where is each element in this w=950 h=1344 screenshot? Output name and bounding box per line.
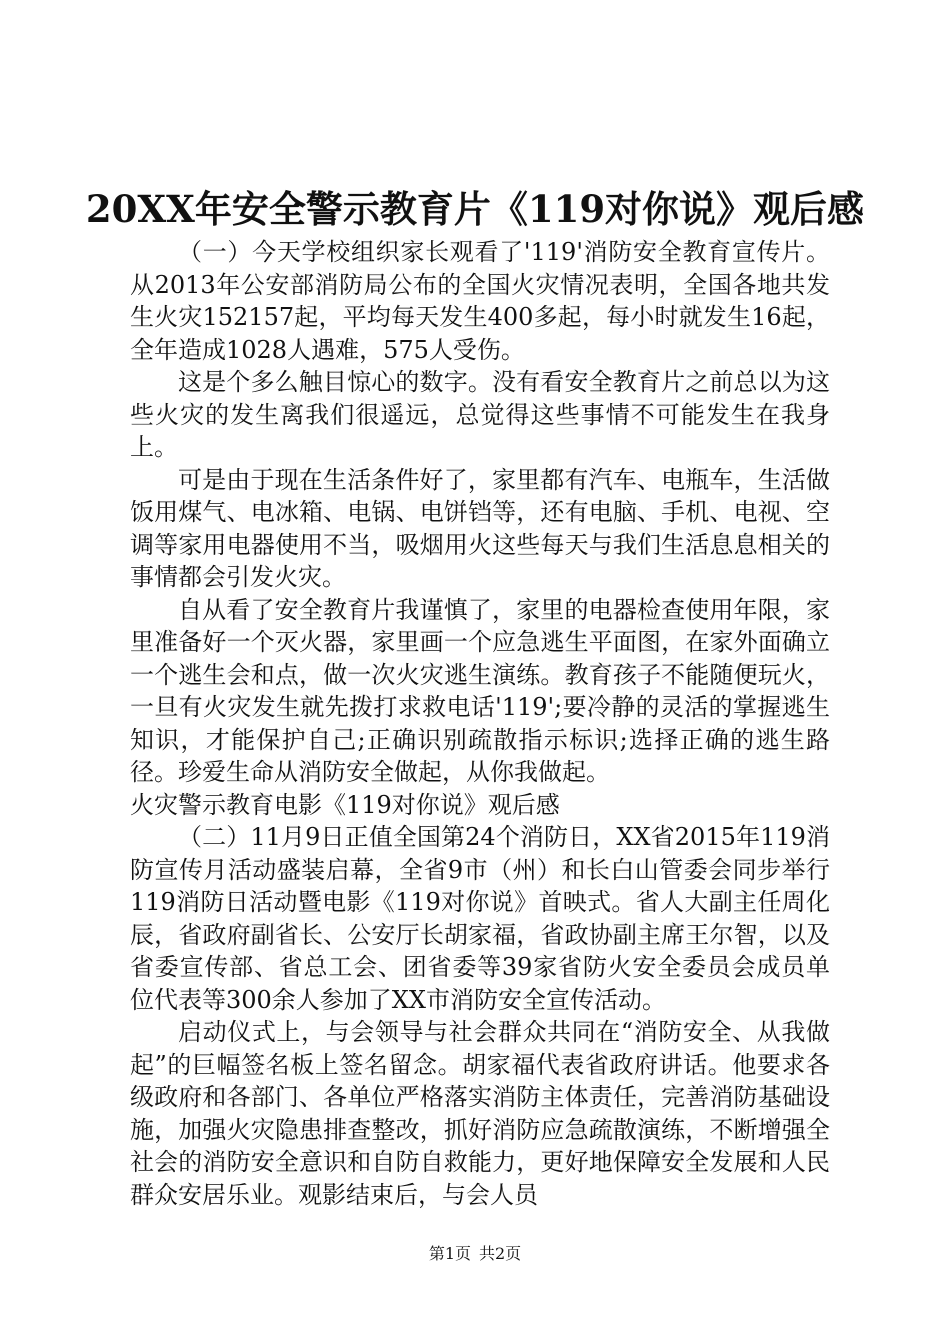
page-number: 第1页 — [428, 1244, 471, 1263]
paragraph-3: 可是由于现在生活条件好了，家里都有汽车、电瓶车，生活做饭用煤气、电冰箱、电锅、电饼铛等，还有电脑、手机、电视、空调等家用电器使用不当，吸烟用火这些每天与我们生活息息相关的事情都会引发火灾。 — [130, 465, 830, 591]
paragraph-2: 这是个多么触目惊心的数字。没有看安全教育片之前总以为这些火灾的发生离我们很遥远，总觉得这些事情不可能发生在我身上。 — [130, 368, 830, 461]
paragraph-5: （二）11月9日正值全国第24个消防日，XX省2015年119消防宣传月活动盛装启幕，全省9市（州）和长白山管委会同步举行119消防日活动暨电影《119对你说》首映式。省人大副主任周化辰，省政府副省长、公安厅长胡家福，省政协副主席王尔智，以及省委宣传部、省总工会、团省委等39家省防火安全委员会成员单位代表等300余人参加了XX市消防安全宣传活动。 — [130, 823, 830, 1014]
paragraph-6: 启动仪式上，与会领导与社会群众共同在“消防安全、从我做起”的巨幅签名板上签名留念。胡家福代表省政府讲话。他要求各级政府和各部门、各单位严格落实消防主体责任，完善消防基础设施，加强火灾隐患排查整改，抓好消防应急疏散演练，不断增强全社会的消防安全意识和自防自救能力，更好地保障安全发展和人民群众安居乐业。观影结束后，与会人员 — [130, 1018, 830, 1209]
page-footer — [0, 1244, 950, 1264]
document-title: 20XX年安全警示教育片《119对你说》观后感 — [85, 187, 865, 231]
section-heading: 火灾警示教育电影《119对你说》观后感 — [130, 790, 560, 819]
page-total: 共2页 — [479, 1244, 522, 1263]
paragraph-1: （一）今天学校组织家长观看了'119'消防安全教育宣传片。从2013年公安部消防局公布的全国火灾情况表明，全国各地共发生火灾152157起，平均每天发生400多起，每小时就发生16起，全年造成1028人遇难，575人受伤。 — [130, 238, 830, 364]
document-body — [130, 236, 830, 1211]
paragraph-4: 自从看了安全教育片我谨慎了，家里的电器检查使用年限，家里准备好一个灭火器，家里画一个应急逃生平面图，在家外面确立一个逃生会和点，做一次火灾逃生演练。教育孩子不能随便玩火，一旦有火灾发生就先拨打求救电话'119';要冷静的灵活的掌握逃生知识，才能保护自己;正确识别疏散指示标识;选择正确的逃生路径。珍爱生命从消防安全做起，从你我做起。 — [130, 595, 830, 786]
